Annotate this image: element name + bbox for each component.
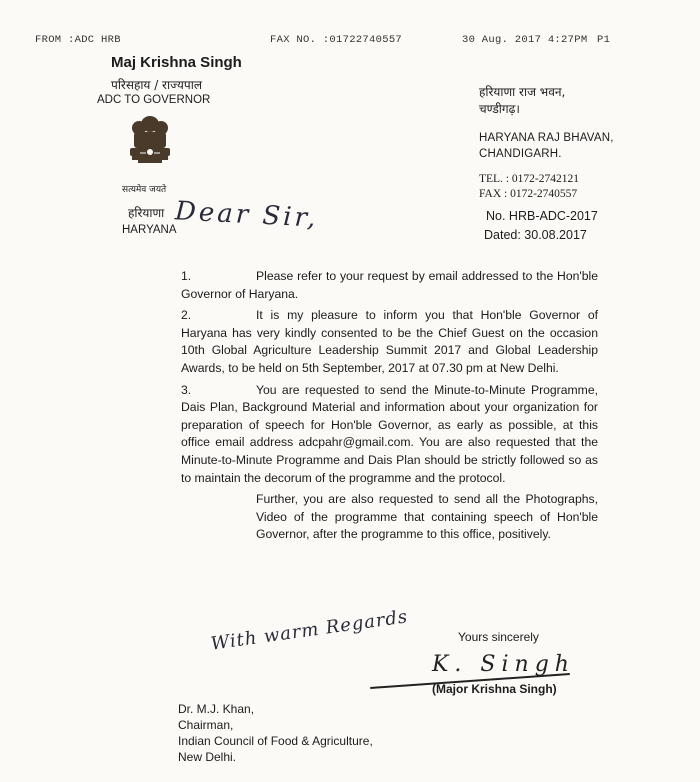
emblem-motto: सत्यमेव जयते bbox=[122, 185, 167, 195]
paragraph-text: Please refer to your request by email addressed to the Hon'ble Governor of Haryana. bbox=[181, 269, 598, 301]
recipient-name: Dr. M.J. Khan, bbox=[178, 702, 255, 716]
paragraph-1 bbox=[181, 268, 598, 303]
paragraph-text: Further, you are also requested to send all the Photographs, Video of the programme that containing speech of Hon'ble Governor, after the programme to this office, positively. bbox=[256, 492, 598, 542]
fax-from: FROM :ADC HRB bbox=[35, 34, 121, 46]
address-line1: HARYANA RAJ BHAVAN, bbox=[479, 132, 614, 144]
letter-date: Dated: 30.08.2017 bbox=[484, 228, 587, 242]
paragraph-4 bbox=[181, 491, 598, 544]
paragraph-text: You are requested to send the Minute-to-Minute Programme, Dais Plan, Background Material and information about your organization for preparation of speech for Hon'ble Governor, as early as possible, at this office email address adcpahr@gmail.com. You are also requested that the Minute-to-Minute Programme and Dais Plan should be strictly followed so as to maintain the decorum of the programme and the protocol. bbox=[181, 382, 598, 485]
sender-designation-hindi: परिसहाय / राज्यपाल bbox=[111, 78, 202, 92]
paragraph-number: 1. bbox=[181, 269, 192, 283]
fax-number: FAX NO. :01722740557 bbox=[270, 34, 403, 46]
yours-sincerely: Yours sincerely bbox=[458, 630, 539, 644]
paragraph-number: 2. bbox=[181, 308, 192, 323]
recipient-organization: Indian Council of Food & Agriculture, bbox=[178, 734, 373, 748]
address-hindi-line1: हरियाणा राज भवन, bbox=[479, 85, 566, 99]
telephone: TEL. : 0172-2742121 bbox=[479, 173, 579, 185]
sender-designation: ADC TO GOVERNOR bbox=[97, 94, 211, 106]
fax-datetime: 30 Aug. 2017 4:27PM bbox=[462, 34, 588, 46]
salutation: Dear Sir, bbox=[174, 196, 320, 234]
state-name: HARYANA bbox=[122, 224, 177, 236]
paragraph-number: 3. bbox=[181, 382, 192, 397]
handwritten-regards: With warm Regards bbox=[209, 606, 410, 655]
signatory-name: (Major Krishna Singh) bbox=[432, 682, 557, 696]
paragraph-text: It is my pleasure to inform you that Hon'ble Governor of Haryana has very kindly consented to be the Chief Guest on the occasion 10th Global Agriculture Leadership Summit 2017 and Global Leadership Awards, to be held on 5th September, 2017 at 07.30 pm at New Delhi. bbox=[181, 308, 598, 375]
address-line2: CHANDIGARH. bbox=[479, 148, 562, 160]
recipient-city: New Delhi. bbox=[178, 750, 237, 764]
fax-page: P1 bbox=[597, 34, 611, 46]
signature: K. Singh bbox=[432, 652, 575, 677]
state-emblem-icon bbox=[120, 112, 180, 178]
letter-body bbox=[181, 268, 598, 544]
sender-name: Maj Krishna Singh bbox=[111, 54, 242, 71]
paragraph-2 bbox=[181, 307, 598, 377]
fax-contact: FAX : 0172-2740557 bbox=[479, 188, 578, 200]
paragraph-3 bbox=[181, 382, 598, 488]
reference-number: No. HRB-ADC-2017 bbox=[486, 209, 598, 223]
address-hindi-line2: चण्डीगढ़। bbox=[479, 102, 520, 116]
recipient-title: Chairman, bbox=[178, 718, 234, 732]
state-name-hindi: हरियाणा bbox=[128, 206, 165, 220]
